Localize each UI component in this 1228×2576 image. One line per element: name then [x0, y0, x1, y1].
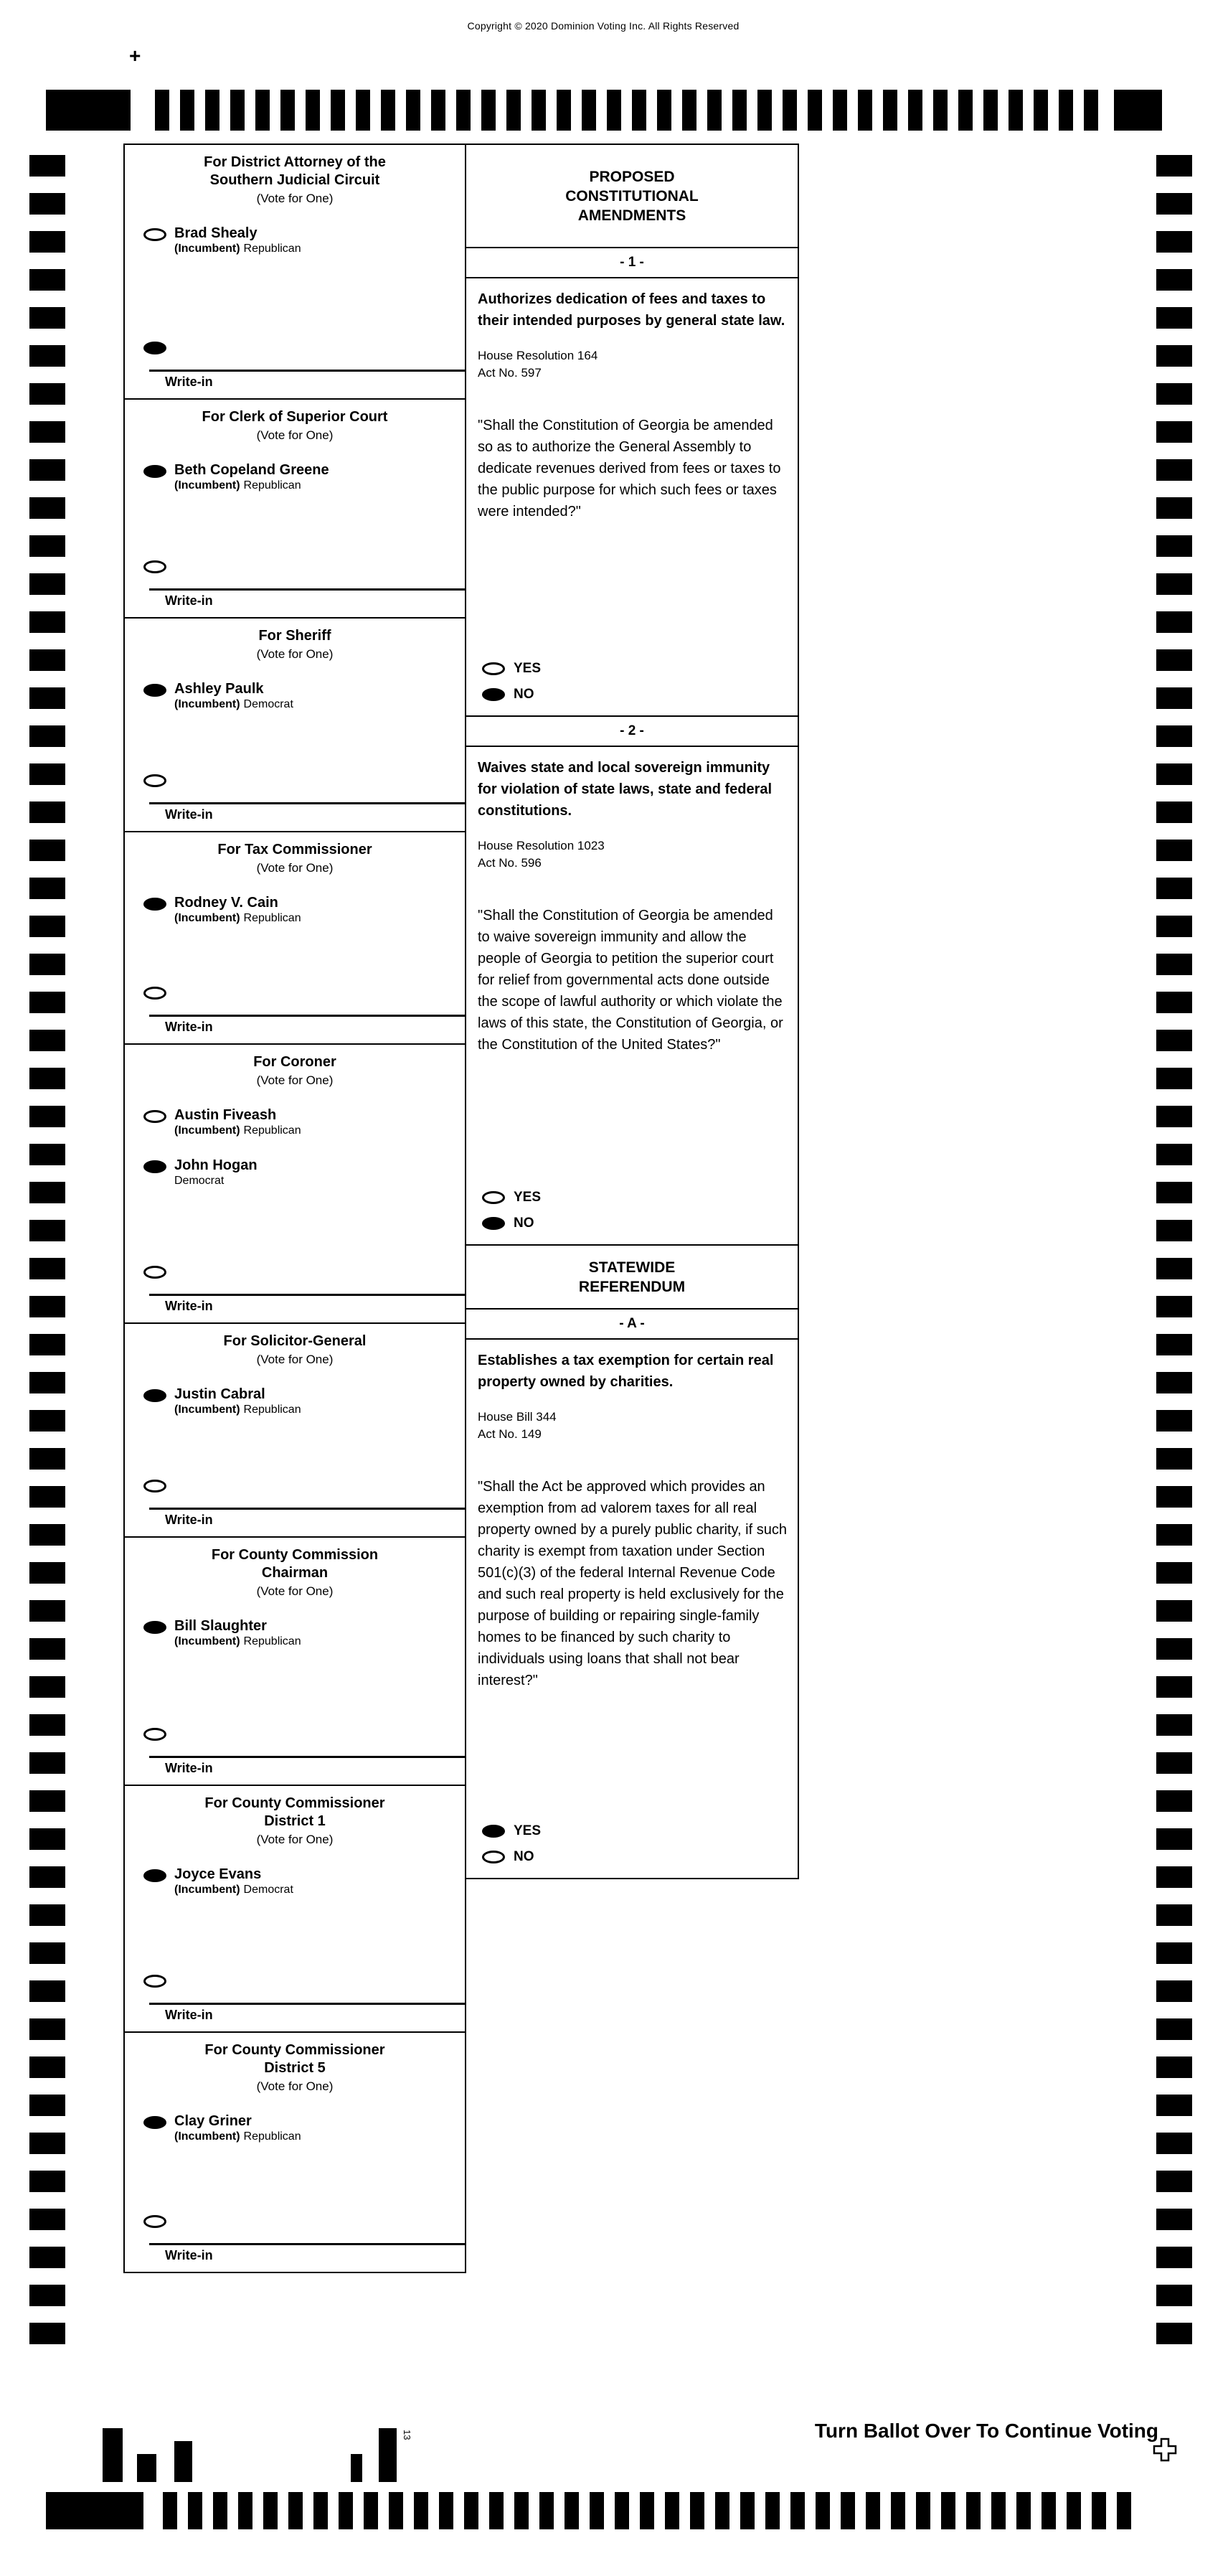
referendum-header: STATEWIDE REFERENDUM — [465, 1244, 799, 1310]
write-in-oval[interactable] — [143, 342, 166, 354]
candidate-row — [125, 2112, 465, 2144]
candidate-name: Justin Cabral — [174, 1386, 265, 1402]
write-in-block — [125, 1975, 465, 2031]
vote-for-instruction: (Vote for One) — [256, 647, 334, 661]
ballot-id-bar — [137, 2454, 156, 2482]
vote-for-instruction: (Vote for One) — [256, 2079, 334, 2093]
candidate-party: (Incumbent) Republican — [174, 2130, 301, 2143]
measure-choices — [466, 651, 798, 715]
measure-number: - 1 - — [466, 248, 798, 278]
no-row — [466, 687, 798, 702]
candidate-name: Clay Griner — [174, 2113, 252, 2129]
vote-oval[interactable] — [143, 228, 166, 241]
write-in-block — [125, 987, 465, 1043]
measure-question: "Shall the Act be approved which provides an exemption from ad valorem taxes for all real property owned by a purely public charity, if such charity is exempt from taxation under Section 501(c)(3) of the federal Internal Revenue Code and such real property is held exclusively for the purpose of building or repairing single-family homes to be financed by such charity to individuals using loans that shall not bear interest?" — [478, 1479, 787, 1688]
write-in-block — [125, 342, 465, 398]
contest-district-attorney — [123, 144, 466, 400]
write-in-oval[interactable] — [143, 774, 166, 787]
candidate-party: Democrat — [174, 1175, 225, 1187]
measure-amendment-1 — [465, 247, 799, 717]
measure-question: "Shall the Constitution of Georgia be amended to waive sovereign immunity and allow the people of Georgia to petition the superior court for relief from governmental acts done outside the scope of lawful authority or which violate the laws of this state, the Constitution of Georgia, or the Constitution of the United States?" — [478, 908, 783, 1053]
candidate-party: (Incumbent) Republican — [174, 1124, 301, 1137]
write-in-label: Write-in — [165, 2008, 213, 2022]
measure-summary: Authorizes dedication of fees and taxes to their intended purposes by general state law. — [478, 291, 785, 329]
measure-referendum-a — [465, 1308, 799, 1879]
vote-for-instruction: (Vote for One) — [256, 1584, 334, 1598]
no-oval[interactable] — [482, 1217, 505, 1230]
contest-title: For County Commissioner District 1 — [204, 1795, 385, 1829]
candidate-name: Joyce Evans — [174, 1866, 262, 1882]
candidate-party: (Incumbent) Democrat — [174, 698, 293, 710]
candidate-party: (Incumbent) Republican — [174, 1635, 301, 1647]
vote-for-instruction: (Vote for One) — [256, 861, 334, 875]
contest-title: For Sheriff — [258, 628, 331, 644]
write-in-block — [125, 1266, 465, 1322]
timing-marks-left — [29, 155, 65, 2344]
write-in-block — [125, 1480, 465, 1536]
vote-oval[interactable] — [143, 1110, 166, 1123]
write-in-oval[interactable] — [143, 987, 166, 1000]
write-in-oval[interactable] — [143, 1480, 166, 1493]
candidate-row — [125, 1617, 465, 1649]
write-in-block — [125, 774, 465, 831]
candidate-row — [125, 225, 465, 256]
no-label: NO — [514, 1849, 534, 1864]
candidate-name: Brad Shealy — [174, 225, 258, 241]
measure-number: - A - — [466, 1310, 798, 1340]
candidate-party: (Incumbent) Republican — [174, 243, 301, 255]
measure-question: "Shall the Constitution of Georgia be amended so as to authorize the General Assembly to dedicate revenues derived from fees or taxes to the public purpose for which such fees or taxes were intended?" — [478, 418, 781, 520]
measures-column — [465, 144, 799, 1879]
vote-for-instruction: (Vote for One) — [256, 428, 334, 442]
write-in-oval[interactable] — [143, 1266, 166, 1279]
candidate-name: Beth Copeland Greene — [174, 462, 329, 478]
no-row — [466, 1849, 798, 1865]
measure-amendment-2 — [465, 715, 799, 1246]
amendments-header: PROPOSED CONSTITUTIONAL AMENDMENTS — [465, 144, 799, 248]
contest-county-commissioner-district-5 — [123, 2031, 466, 2273]
write-in-label: Write-in — [165, 1761, 213, 1775]
contest-tax-commissioner — [123, 831, 466, 1045]
vote-oval[interactable] — [143, 1389, 166, 1402]
write-in-line[interactable] — [149, 802, 465, 804]
turn-ballot-over-text: Turn Ballot Over To Continue Voting — [814, 2420, 1158, 2442]
measure-reference: House Bill 344 — [478, 1410, 557, 1424]
contest-title: For Solicitor-General — [223, 1333, 367, 1349]
yes-oval[interactable] — [482, 1191, 505, 1204]
candidate-name: John Hogan — [174, 1157, 258, 1173]
vote-oval[interactable] — [143, 465, 166, 478]
copyright-notice: Copyright © 2020 Dominion Voting Inc. All Rights Reserved — [467, 20, 740, 32]
write-in-label: Write-in — [165, 2248, 213, 2262]
measure-number: - 2 - — [466, 717, 798, 747]
vote-for-instruction: (Vote for One) — [256, 1073, 334, 1087]
timing-block-top-right — [1114, 90, 1162, 131]
yes-row — [466, 661, 798, 677]
measure-act-number: Act No. 596 — [478, 856, 542, 870]
timing-marks-top — [46, 90, 1162, 131]
contest-title: For District Attorney of the Southern Judicial Circuit — [204, 154, 386, 188]
contest-clerk-superior-court — [123, 398, 466, 619]
candidate-name: Austin Fiveash — [174, 1107, 277, 1123]
write-in-block — [125, 1728, 465, 1785]
contest-title: For Clerk of Superior Court — [202, 409, 388, 425]
candidate-row — [125, 680, 465, 712]
no-row — [466, 1216, 798, 1231]
vote-for-instruction: (Vote for One) — [256, 1353, 334, 1366]
write-in-line[interactable] — [149, 1508, 465, 1510]
write-in-line[interactable] — [149, 2243, 465, 2245]
ballot-stub-number: 13 — [402, 2430, 412, 2440]
candidate-row — [125, 1157, 465, 1188]
write-in-label: Write-in — [165, 1299, 213, 1313]
write-in-line[interactable] — [149, 1294, 465, 1296]
contest-sheriff — [123, 617, 466, 832]
no-label: NO — [514, 687, 534, 702]
measure-reference: House Resolution 1023 — [478, 839, 605, 852]
ballot-id-bar — [103, 2428, 123, 2482]
measure-act-number: Act No. 149 — [478, 1427, 542, 1441]
contests-column — [123, 144, 466, 2273]
ballot-id-bar — [379, 2428, 397, 2482]
measure-summary: Establishes a tax exemption for certain real property owned by charities. — [478, 1353, 774, 1390]
vote-oval[interactable] — [143, 1869, 166, 1882]
ballot-id-bar — [351, 2454, 362, 2482]
candidate-row — [125, 1866, 465, 1897]
write-in-line[interactable] — [149, 588, 465, 591]
candidate-name: Ashley Paulk — [174, 681, 264, 697]
measure-choices — [466, 1180, 798, 1244]
vote-for-instruction: (Vote for One) — [256, 192, 334, 205]
write-in-line[interactable] — [149, 370, 465, 372]
registration-cross-mark — [1152, 2437, 1178, 2463]
write-in-block — [125, 2215, 465, 2272]
yes-oval[interactable] — [482, 662, 505, 675]
write-in-line[interactable] — [149, 2003, 465, 2005]
measure-reference: House Resolution 164 — [478, 349, 598, 362]
contest-title: For County Commission Chairman — [211, 1547, 379, 1581]
vote-oval[interactable] — [143, 1160, 166, 1173]
write-in-block — [125, 560, 465, 617]
timing-bars-bottom — [163, 2492, 1133, 2529]
timing-marks-bottom — [46, 2492, 1133, 2529]
candidate-row — [125, 1386, 465, 1417]
contest-solicitor-general — [123, 1322, 466, 1538]
vote-oval[interactable] — [143, 1621, 166, 1634]
write-in-label: Write-in — [165, 1020, 213, 1034]
timing-block-top-left — [46, 90, 131, 131]
contest-title: For Coroner — [253, 1054, 336, 1070]
measure-act-number: Act No. 597 — [478, 366, 542, 380]
yes-row — [466, 1823, 798, 1839]
write-in-label: Write-in — [165, 807, 213, 822]
yes-label: YES — [514, 1190, 542, 1205]
timing-marks-right — [1156, 155, 1192, 2344]
contest-coroner — [123, 1043, 466, 1324]
yes-label: YES — [514, 661, 542, 676]
candidate-name: Rodney V. Cain — [174, 895, 278, 911]
candidate-name: Bill Slaughter — [174, 1618, 267, 1634]
timing-block-bottom-left — [46, 2492, 143, 2529]
write-in-line[interactable] — [149, 1015, 465, 1017]
yes-row — [466, 1190, 798, 1205]
vote-for-instruction: (Vote for One) — [256, 1833, 334, 1846]
no-label: NO — [514, 1216, 534, 1231]
contest-title: For Tax Commissioner — [217, 842, 372, 857]
write-in-oval[interactable] — [143, 2215, 166, 2228]
candidate-party: (Incumbent) Republican — [174, 479, 301, 492]
contest-county-commission-chairman — [123, 1536, 466, 1786]
candidate-row — [125, 894, 465, 926]
candidate-party: (Incumbent) Republican — [174, 912, 301, 924]
contest-county-commissioner-district-1 — [123, 1785, 466, 2033]
write-in-oval[interactable] — [143, 1728, 166, 1741]
candidate-row — [125, 461, 465, 493]
vote-oval[interactable] — [143, 2116, 166, 2129]
candidate-row — [125, 1106, 465, 1138]
yes-label: YES — [514, 1823, 542, 1838]
candidate-party: (Incumbent) Democrat — [174, 1884, 293, 1896]
timing-bars-top — [155, 90, 1109, 131]
yes-oval[interactable] — [482, 1825, 505, 1838]
write-in-label: Write-in — [165, 375, 213, 389]
write-in-label: Write-in — [165, 593, 213, 608]
write-in-label: Write-in — [165, 1513, 213, 1527]
measure-summary: Waives state and local sovereign immunity for violation of state laws, state and federal constitutions. — [478, 760, 773, 819]
candidate-party: (Incumbent) Republican — [174, 1404, 301, 1416]
measure-choices — [466, 1813, 798, 1878]
vote-oval[interactable] — [143, 898, 166, 911]
vote-oval[interactable] — [143, 684, 166, 697]
no-oval[interactable] — [482, 1851, 505, 1863]
write-in-oval[interactable] — [143, 1975, 166, 1988]
write-in-line[interactable] — [149, 1756, 465, 1758]
ballot-id-bar — [174, 2441, 192, 2482]
contest-title: For County Commissioner District 5 — [204, 2042, 385, 2076]
write-in-oval[interactable] — [143, 560, 166, 573]
registration-plus-mark: + — [129, 44, 141, 67]
no-oval[interactable] — [482, 688, 505, 701]
